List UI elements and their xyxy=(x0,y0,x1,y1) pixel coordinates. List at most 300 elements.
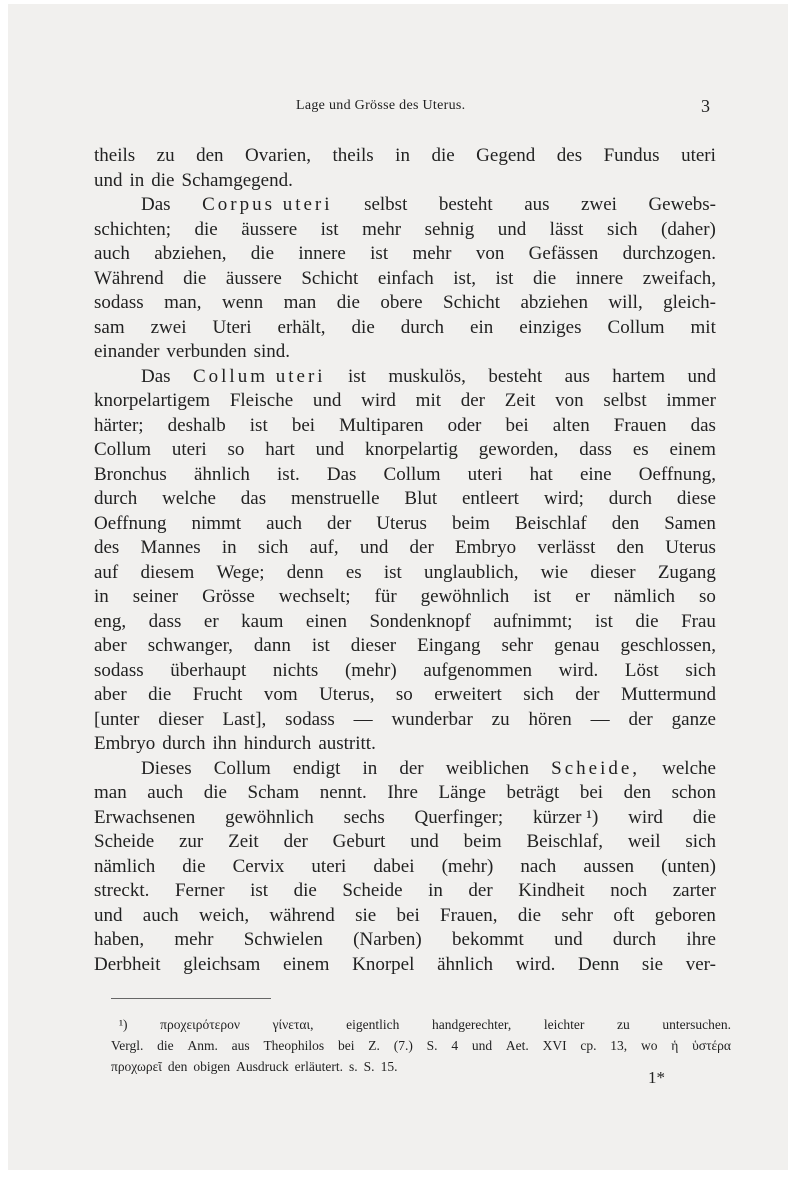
text-line xyxy=(94,708,716,733)
word: so xyxy=(227,439,245,460)
word: s. xyxy=(349,1059,358,1074)
word: handgerechter, xyxy=(431,1017,512,1032)
word: eng, xyxy=(94,610,127,632)
word: Frauen, xyxy=(440,904,498,926)
word: auch xyxy=(142,904,179,926)
word: (mehr) xyxy=(344,659,397,681)
word: (mehr) xyxy=(441,855,494,877)
word: Oeffnung, xyxy=(638,463,716,485)
word: bei xyxy=(337,1038,355,1053)
word: ist xyxy=(249,414,268,436)
word: beträgt xyxy=(506,782,560,803)
word: die xyxy=(157,1038,174,1053)
word: ist xyxy=(347,365,366,387)
word: abziehen, xyxy=(154,243,227,264)
word: unglaublich, xyxy=(424,561,519,583)
word: bei xyxy=(579,782,604,803)
word: ist. xyxy=(277,463,300,485)
word: die xyxy=(293,880,317,901)
word: zweifach, xyxy=(642,267,716,289)
word: und xyxy=(687,365,716,387)
word: den xyxy=(616,537,645,558)
footnote-line xyxy=(111,1014,731,1035)
word: dass xyxy=(579,439,612,460)
word: Uterus, xyxy=(319,684,375,705)
word: Vergl. xyxy=(111,1038,144,1053)
word: [unter xyxy=(94,708,140,730)
word: sie xyxy=(641,953,664,975)
word: schwanger, xyxy=(147,635,233,656)
word: weich, xyxy=(198,904,250,926)
word: immer xyxy=(666,390,716,411)
word: zur xyxy=(179,831,204,852)
word: Theophilos xyxy=(263,1038,325,1053)
word: gewöhnlich xyxy=(225,806,314,828)
word: des xyxy=(94,537,120,558)
word: sodass xyxy=(94,659,144,681)
word: erhält, xyxy=(277,316,326,338)
word: oder xyxy=(447,414,482,436)
word: muskulös, xyxy=(388,365,466,387)
word: sechs xyxy=(343,806,385,828)
word: während xyxy=(269,904,335,926)
text-line xyxy=(94,585,716,610)
word: Uterus xyxy=(665,537,716,558)
word: wird; xyxy=(543,488,584,509)
word: sam xyxy=(94,316,125,338)
word: Uteri xyxy=(212,316,252,338)
word: den xyxy=(611,512,640,534)
word: Blut xyxy=(404,488,438,509)
text-line xyxy=(94,389,716,414)
word: untersuchen. xyxy=(662,1017,731,1032)
word: Zeit xyxy=(504,390,536,411)
word: von xyxy=(475,243,505,264)
word: Aet. xyxy=(505,1038,529,1053)
word: für xyxy=(374,586,397,607)
word: in xyxy=(129,169,145,191)
word: Fundus xyxy=(603,145,660,166)
word: der xyxy=(575,684,600,705)
word: Sondenknopf xyxy=(369,610,471,632)
word: in xyxy=(428,880,443,901)
word: in xyxy=(362,757,378,779)
word: dieser xyxy=(158,708,204,730)
word: zwei xyxy=(581,194,617,215)
word: einziges xyxy=(519,316,582,338)
word: es xyxy=(345,561,362,583)
word: geboren xyxy=(654,904,716,926)
word: Löst xyxy=(624,659,659,681)
text-line xyxy=(94,365,716,390)
word: das xyxy=(690,414,716,436)
word: dieser xyxy=(590,561,636,583)
word: Derbheit xyxy=(94,953,161,975)
word: sie xyxy=(355,904,377,926)
word: verbunden xyxy=(166,341,247,362)
word: nämlich xyxy=(613,586,676,607)
word: die xyxy=(183,267,207,289)
signature-mark: 1* xyxy=(648,1068,665,1087)
word: schichten; xyxy=(94,218,172,240)
word: Ausdruck xyxy=(236,1059,289,1074)
text-line xyxy=(94,928,716,953)
word: die xyxy=(148,684,172,705)
word: einander xyxy=(94,341,160,362)
word: zarter xyxy=(672,880,716,901)
word: und xyxy=(312,390,342,411)
word: uteri xyxy=(467,463,503,485)
word: zu xyxy=(616,1017,630,1032)
book-page xyxy=(8,4,788,1170)
word: oft xyxy=(613,904,635,926)
word: dieser xyxy=(350,635,397,656)
word: man, xyxy=(164,292,202,313)
word: deshalb xyxy=(167,414,226,436)
word: Scheide xyxy=(342,880,403,901)
word: genau xyxy=(554,635,600,656)
word: — xyxy=(353,708,373,730)
text-line xyxy=(94,291,716,316)
word: ist xyxy=(594,610,613,632)
word: Länge xyxy=(438,782,486,803)
word: aufgenommen xyxy=(423,659,533,681)
word: eigentlich xyxy=(346,1017,400,1032)
word: ist xyxy=(250,880,269,901)
word: austritt. xyxy=(318,733,376,754)
word: Beischlaf xyxy=(514,512,587,534)
word: Multiparen xyxy=(339,414,424,436)
word: menstruelle xyxy=(290,488,380,509)
word: Collum xyxy=(94,439,152,460)
word: diese xyxy=(676,488,716,509)
word: 4 xyxy=(451,1038,459,1053)
word: Dieses xyxy=(141,757,192,779)
word: — xyxy=(590,708,610,730)
word: aus xyxy=(231,1038,250,1053)
word: Gewebs- xyxy=(648,194,716,215)
word: sehr xyxy=(561,904,594,926)
word: das xyxy=(240,488,267,509)
word: Oeffnung xyxy=(94,512,167,534)
word: γίνεται, xyxy=(272,1017,314,1032)
word: besteht xyxy=(488,365,543,387)
word: sehr xyxy=(501,635,534,656)
word: (unten) xyxy=(661,855,716,877)
word: S. xyxy=(363,1059,375,1074)
word: selbst xyxy=(364,194,408,215)
word: uteri xyxy=(311,855,347,877)
word: dann xyxy=(253,635,291,656)
word: Samen xyxy=(664,512,716,534)
word: der xyxy=(628,708,653,730)
word: ganze xyxy=(671,708,716,730)
word: Frucht xyxy=(192,684,243,705)
word: streckt. xyxy=(94,880,150,901)
word: Cervix xyxy=(232,855,285,877)
word: und xyxy=(94,169,123,191)
word: knorpelartigem xyxy=(94,390,211,411)
word: (Narben) xyxy=(353,929,422,950)
word: er xyxy=(203,610,219,632)
text-line xyxy=(94,732,716,757)
word: Embryo xyxy=(454,537,517,558)
text-line xyxy=(94,659,716,684)
word: und xyxy=(94,904,123,926)
word: den xyxy=(167,1059,188,1074)
word: und xyxy=(410,831,439,852)
word: diesem xyxy=(140,561,195,583)
word: Das xyxy=(141,365,171,387)
word: lässt xyxy=(549,218,584,240)
word: leichter xyxy=(543,1017,585,1032)
word: eine xyxy=(579,463,612,485)
word: Ferner xyxy=(174,880,225,901)
word: Bronchus xyxy=(94,463,167,485)
word: bei xyxy=(291,414,316,436)
word: aus xyxy=(564,365,590,387)
word: Eingang xyxy=(417,635,481,656)
word: wird xyxy=(628,806,663,828)
text-line xyxy=(94,193,716,218)
word: sehnig xyxy=(424,218,475,240)
word: verlässt xyxy=(537,537,596,558)
word: Last], xyxy=(222,708,267,730)
word: theils xyxy=(94,145,136,166)
word: mit xyxy=(415,390,442,411)
word: durch xyxy=(608,488,653,509)
word: die xyxy=(182,855,206,877)
text-line xyxy=(94,242,716,267)
word: cp. xyxy=(580,1038,597,1053)
word: hartem xyxy=(612,365,666,387)
word: den xyxy=(196,145,224,166)
word: erweitert xyxy=(434,684,502,705)
text-line xyxy=(94,218,716,243)
word: geworden, xyxy=(478,439,559,460)
word: so xyxy=(699,586,716,607)
word: wird. xyxy=(558,659,599,681)
word: aufnimmt; xyxy=(493,610,573,632)
word: der xyxy=(399,757,424,779)
word: nämlich xyxy=(94,855,156,877)
word: mit xyxy=(690,316,716,338)
text-line xyxy=(94,169,716,194)
word: Zeit xyxy=(228,831,259,852)
word: bei xyxy=(505,414,529,436)
word: noch xyxy=(610,880,648,901)
word: der xyxy=(327,512,352,534)
word: dass xyxy=(148,610,182,632)
word: man xyxy=(283,292,317,313)
text-line xyxy=(94,487,716,512)
word: zwei xyxy=(150,316,187,338)
word: der xyxy=(409,537,434,558)
word: dabei xyxy=(373,855,415,877)
word: aber xyxy=(94,684,127,705)
word: 15. xyxy=(380,1059,398,1074)
word: innere xyxy=(298,243,346,264)
word: Kindheit xyxy=(518,880,585,901)
word: ist, xyxy=(453,267,476,289)
word: Schamgegend. xyxy=(181,169,293,191)
word: uteri xyxy=(681,145,716,166)
word: erläutert. xyxy=(294,1059,344,1074)
word: zu xyxy=(491,708,510,730)
word: Schicht xyxy=(301,267,359,289)
word: mehr xyxy=(362,218,402,240)
text-line xyxy=(94,683,716,708)
word: die xyxy=(635,610,659,632)
word: ihre xyxy=(686,929,716,950)
word: und xyxy=(554,929,583,950)
word: ist xyxy=(320,218,339,240)
word: seiner xyxy=(132,586,179,607)
running-title: Lage und Grösse des Uterus. xyxy=(296,98,466,113)
text-line xyxy=(94,340,716,365)
word: knorpelartig xyxy=(365,439,458,460)
word: προχωρεῖ xyxy=(111,1059,162,1074)
text-line xyxy=(94,634,716,659)
word: Collum xyxy=(383,463,441,485)
word: von xyxy=(555,390,584,411)
word: wird xyxy=(361,390,396,411)
word: die xyxy=(532,267,557,289)
word: einen xyxy=(305,610,347,632)
word: geschlossen, xyxy=(620,635,716,656)
word: aussen xyxy=(583,855,635,877)
word: kaum xyxy=(241,610,284,632)
word: XVI xyxy=(542,1038,567,1053)
word: ein xyxy=(470,316,494,338)
word: sich xyxy=(685,659,716,681)
word: Grösse xyxy=(202,586,255,607)
word: weil xyxy=(627,831,661,852)
word: ähnlich xyxy=(193,463,250,485)
page-header xyxy=(8,96,788,120)
word: überhaupt xyxy=(170,659,247,681)
text-line xyxy=(94,536,716,561)
word: vom xyxy=(263,684,298,705)
word: uteri xyxy=(171,439,207,460)
text-line xyxy=(94,953,716,978)
word: ¹) xyxy=(119,1017,128,1032)
word: es xyxy=(632,439,649,460)
word: einem xyxy=(282,953,330,975)
word: Fleische xyxy=(229,390,294,411)
word: äussere xyxy=(225,267,282,289)
word: die xyxy=(431,145,455,166)
word: nach xyxy=(520,855,557,877)
word: die xyxy=(351,316,375,338)
word: Z. xyxy=(368,1038,380,1053)
word: Querfinger; xyxy=(414,806,504,828)
word: Ihre xyxy=(387,782,418,803)
word: Gegend xyxy=(476,145,536,166)
word: bekommt xyxy=(452,929,524,950)
word: sich xyxy=(523,684,554,705)
word: ist xyxy=(370,243,389,264)
word: durch xyxy=(94,488,138,509)
word: gleichsam xyxy=(183,953,261,975)
word: des xyxy=(556,145,583,166)
word: sodass xyxy=(285,708,335,730)
word: abziehen xyxy=(520,292,588,313)
word: nimmt xyxy=(191,512,242,534)
word: wechselt; xyxy=(278,586,351,607)
word: ver- xyxy=(685,953,716,975)
word: Scheide, xyxy=(551,757,641,779)
word: obigen xyxy=(193,1059,231,1074)
word: hindurch xyxy=(243,733,312,754)
word: sodass xyxy=(94,292,144,313)
text-line xyxy=(94,879,716,904)
word: und xyxy=(359,537,389,558)
word: die xyxy=(194,218,218,240)
text-line xyxy=(94,561,716,586)
word: man xyxy=(94,782,127,803)
word: welche xyxy=(662,757,716,779)
word: so xyxy=(395,684,413,705)
text-line xyxy=(94,438,716,463)
word: einem xyxy=(669,439,716,460)
word: Scham xyxy=(247,782,300,803)
word: die xyxy=(151,169,175,191)
text-line xyxy=(94,855,716,880)
word: durch xyxy=(400,316,445,338)
word: wunderbar xyxy=(391,708,473,730)
word: und xyxy=(471,1038,493,1053)
word: Frauen xyxy=(613,414,667,436)
text-line xyxy=(94,267,716,292)
word: (daher) xyxy=(661,218,716,240)
word: der xyxy=(468,880,493,901)
text-line xyxy=(94,757,716,782)
word: Knorpel xyxy=(352,953,415,975)
word: mehr xyxy=(174,929,214,950)
word: ἡ xyxy=(671,1038,679,1053)
word: Gefässen xyxy=(528,243,599,264)
word: die xyxy=(250,243,275,264)
text-line xyxy=(94,512,716,537)
word: nichts xyxy=(272,659,319,681)
word: Anm. xyxy=(187,1038,218,1053)
word: ὑστέρα xyxy=(692,1038,731,1053)
footnote-line xyxy=(111,1035,731,1056)
word: sind. xyxy=(253,341,291,362)
word: Corpus uteri xyxy=(202,194,333,215)
word: die xyxy=(203,782,227,803)
word: entleert xyxy=(462,488,519,509)
word: nennt. xyxy=(319,782,367,803)
word: beim xyxy=(451,512,490,534)
word: Scheide xyxy=(94,831,155,852)
word: Embryo xyxy=(94,733,156,754)
text-line xyxy=(94,830,716,855)
word: Uterus xyxy=(376,512,427,534)
word: den xyxy=(623,782,652,803)
word: Collum uteri xyxy=(192,365,326,387)
word: 13, xyxy=(610,1038,628,1053)
word: gleich- xyxy=(663,292,716,313)
word: Frau xyxy=(681,610,716,632)
text-line xyxy=(94,904,716,929)
word: sich xyxy=(606,218,638,240)
text-line xyxy=(94,610,716,635)
word: auch xyxy=(147,782,184,803)
text-line xyxy=(94,414,716,439)
word: er xyxy=(575,586,590,607)
